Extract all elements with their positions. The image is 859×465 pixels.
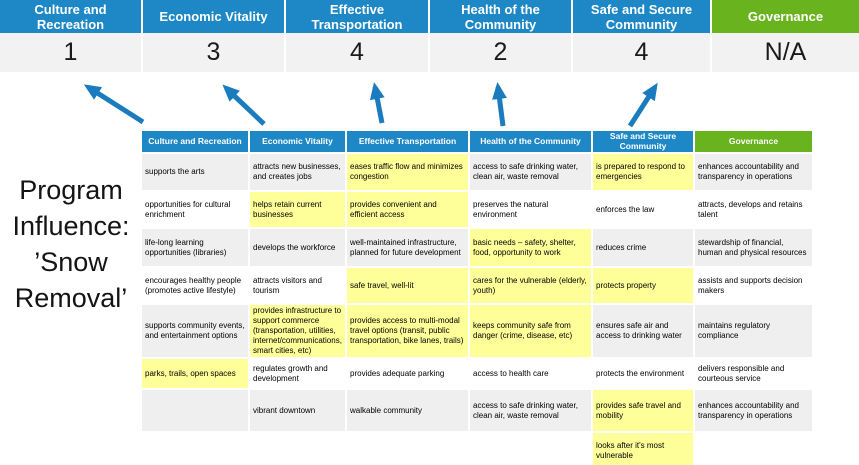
matrix-cell: eases traffic flow and minimizes congestion [347,154,468,190]
matrix-cell: access to safe drinking water, clean air, waste removal [470,154,591,190]
matrix-cell: provides safe travel and mobility [593,390,693,431]
matrix-cell: opportunities for cultural enrichment [142,192,248,227]
matrix-cell [142,390,248,431]
matrix-cell: basic needs – safety, shelter, food, opportunity to work [470,229,591,266]
matrix-cell: attracts visitors and tourism [250,268,345,303]
matrix-cell: protects property [593,268,693,303]
influence-arrow-icon [630,87,655,126]
matrix-cell: helps retain current businesses [250,192,345,227]
summary-header-row [0,0,859,33]
matrix-header-economic-vitality: Economic Vitality [250,131,345,152]
matrix-cell [695,433,812,465]
matrix-header-culture-and-recreation: Culture and Recreation [142,131,248,152]
matrix-cell: enforces the law [593,192,693,227]
matrix-cell: supports community events, and entertainment options [142,305,248,357]
matrix-header-health-of-the-community: Health of the Community [470,131,591,152]
summary-category-economic-vitality: Economic Vitality [143,0,286,33]
summary-score-safe-and-secure-community: 4 [573,33,712,72]
influence-arrow-icon [88,87,143,122]
matrix-cell: vibrant downtown [250,390,345,431]
program-title: Program Influence: ’Snow Removal’ [12,175,130,313]
influence-arrow-icon [498,87,503,126]
matrix-cell: delivers responsible and courteous service [695,359,812,388]
matrix-cell: regulates growth and development [250,359,345,388]
influence-arrows [0,72,859,133]
summary-score-economic-vitality: 3 [143,33,286,72]
matrix-cell: encourages healthy people (promotes active lifestyle) [142,268,248,303]
summary-score-row [0,33,859,72]
matrix-header-governance: Governance [695,131,812,152]
matrix-cell: parks, trails, open spaces [142,359,248,388]
summary-score-governance: N/A [712,33,859,72]
matrix-cell: is prepared to respond to emergencies [593,154,693,190]
matrix-cell: access to safe drinking water, clean air, waste removal [470,390,591,431]
matrix-cell: develops the workforce [250,229,345,266]
matrix-cell: access to health care [470,359,591,388]
matrix-cell [142,433,248,465]
summary-category-health-of-the-community: Health of the Community [430,0,573,33]
matrix-cell: assists and supports decision makers [695,268,812,303]
matrix-cell: looks after it's most vulnerable [593,433,693,465]
matrix-cell: cares for the vulnerable (elderly, youth) [470,268,591,303]
matrix-cell: safe travel, well-lit [347,268,468,303]
matrix-cell: stewardship of financial, human and physical resources [695,229,812,266]
influence-arrow-icon [375,87,382,123]
summary-category-safe-and-secure-community: Safe and Secure Community [573,0,712,33]
matrix-cell: walkable community [347,390,468,431]
matrix-cell: keeps community safe from danger (crime, disease, etc) [470,305,591,357]
matrix-cell [250,433,345,465]
summary-category-effective-transportation: Effective Transportation [286,0,430,33]
matrix-cell: attracts, develops and retains talent [695,192,812,227]
matrix-header-safe-and-secure-community: Safe and Secure Community [593,131,693,152]
summary-score-effective-transportation: 4 [286,33,430,72]
matrix-cell: preserves the natural environment [470,192,591,227]
matrix-cell: provides infrastructure to support commerce (transportation, utilities, internet/communications, smart cities, etc) [250,305,345,357]
summary-score-culture-and-recreation: 1 [0,33,143,72]
influence-matrix [142,131,812,465]
matrix-cell: reduces crime [593,229,693,266]
summary-category-culture-and-recreation: Culture and Recreation [0,0,143,33]
matrix-cell: enhances accountability and transparency in operations [695,390,812,431]
matrix-cell: enhances accountability and transparency in operations [695,154,812,190]
summary-category-governance: Governance [712,0,859,33]
summary-score-health-of-the-community: 2 [430,33,573,72]
matrix-cell: provides adequate parking [347,359,468,388]
matrix-cell: protects the environment [593,359,693,388]
matrix-cell: ensures safe air and access to drinking water [593,305,693,357]
matrix-cell: provides convenient and efficient access [347,192,468,227]
matrix-cell: maintains regulatory compliance [695,305,812,357]
matrix-cell: well-maintained infrastructure, planned for future development [347,229,468,266]
matrix-cell: supports the arts [142,154,248,190]
influence-arrow-icon [226,88,264,124]
matrix-cell: attracts new businesses, and creates jobs [250,154,345,190]
matrix-cell [347,433,468,465]
matrix-cell: provides access to multi-modal travel options (transit, public transportation, bike lanes, trails) [347,305,468,357]
matrix-cell [470,433,591,465]
matrix-cell: life-long learning opportunities (libraries) [142,229,248,266]
matrix-header-effective-transportation: Effective Transportation [347,131,468,152]
